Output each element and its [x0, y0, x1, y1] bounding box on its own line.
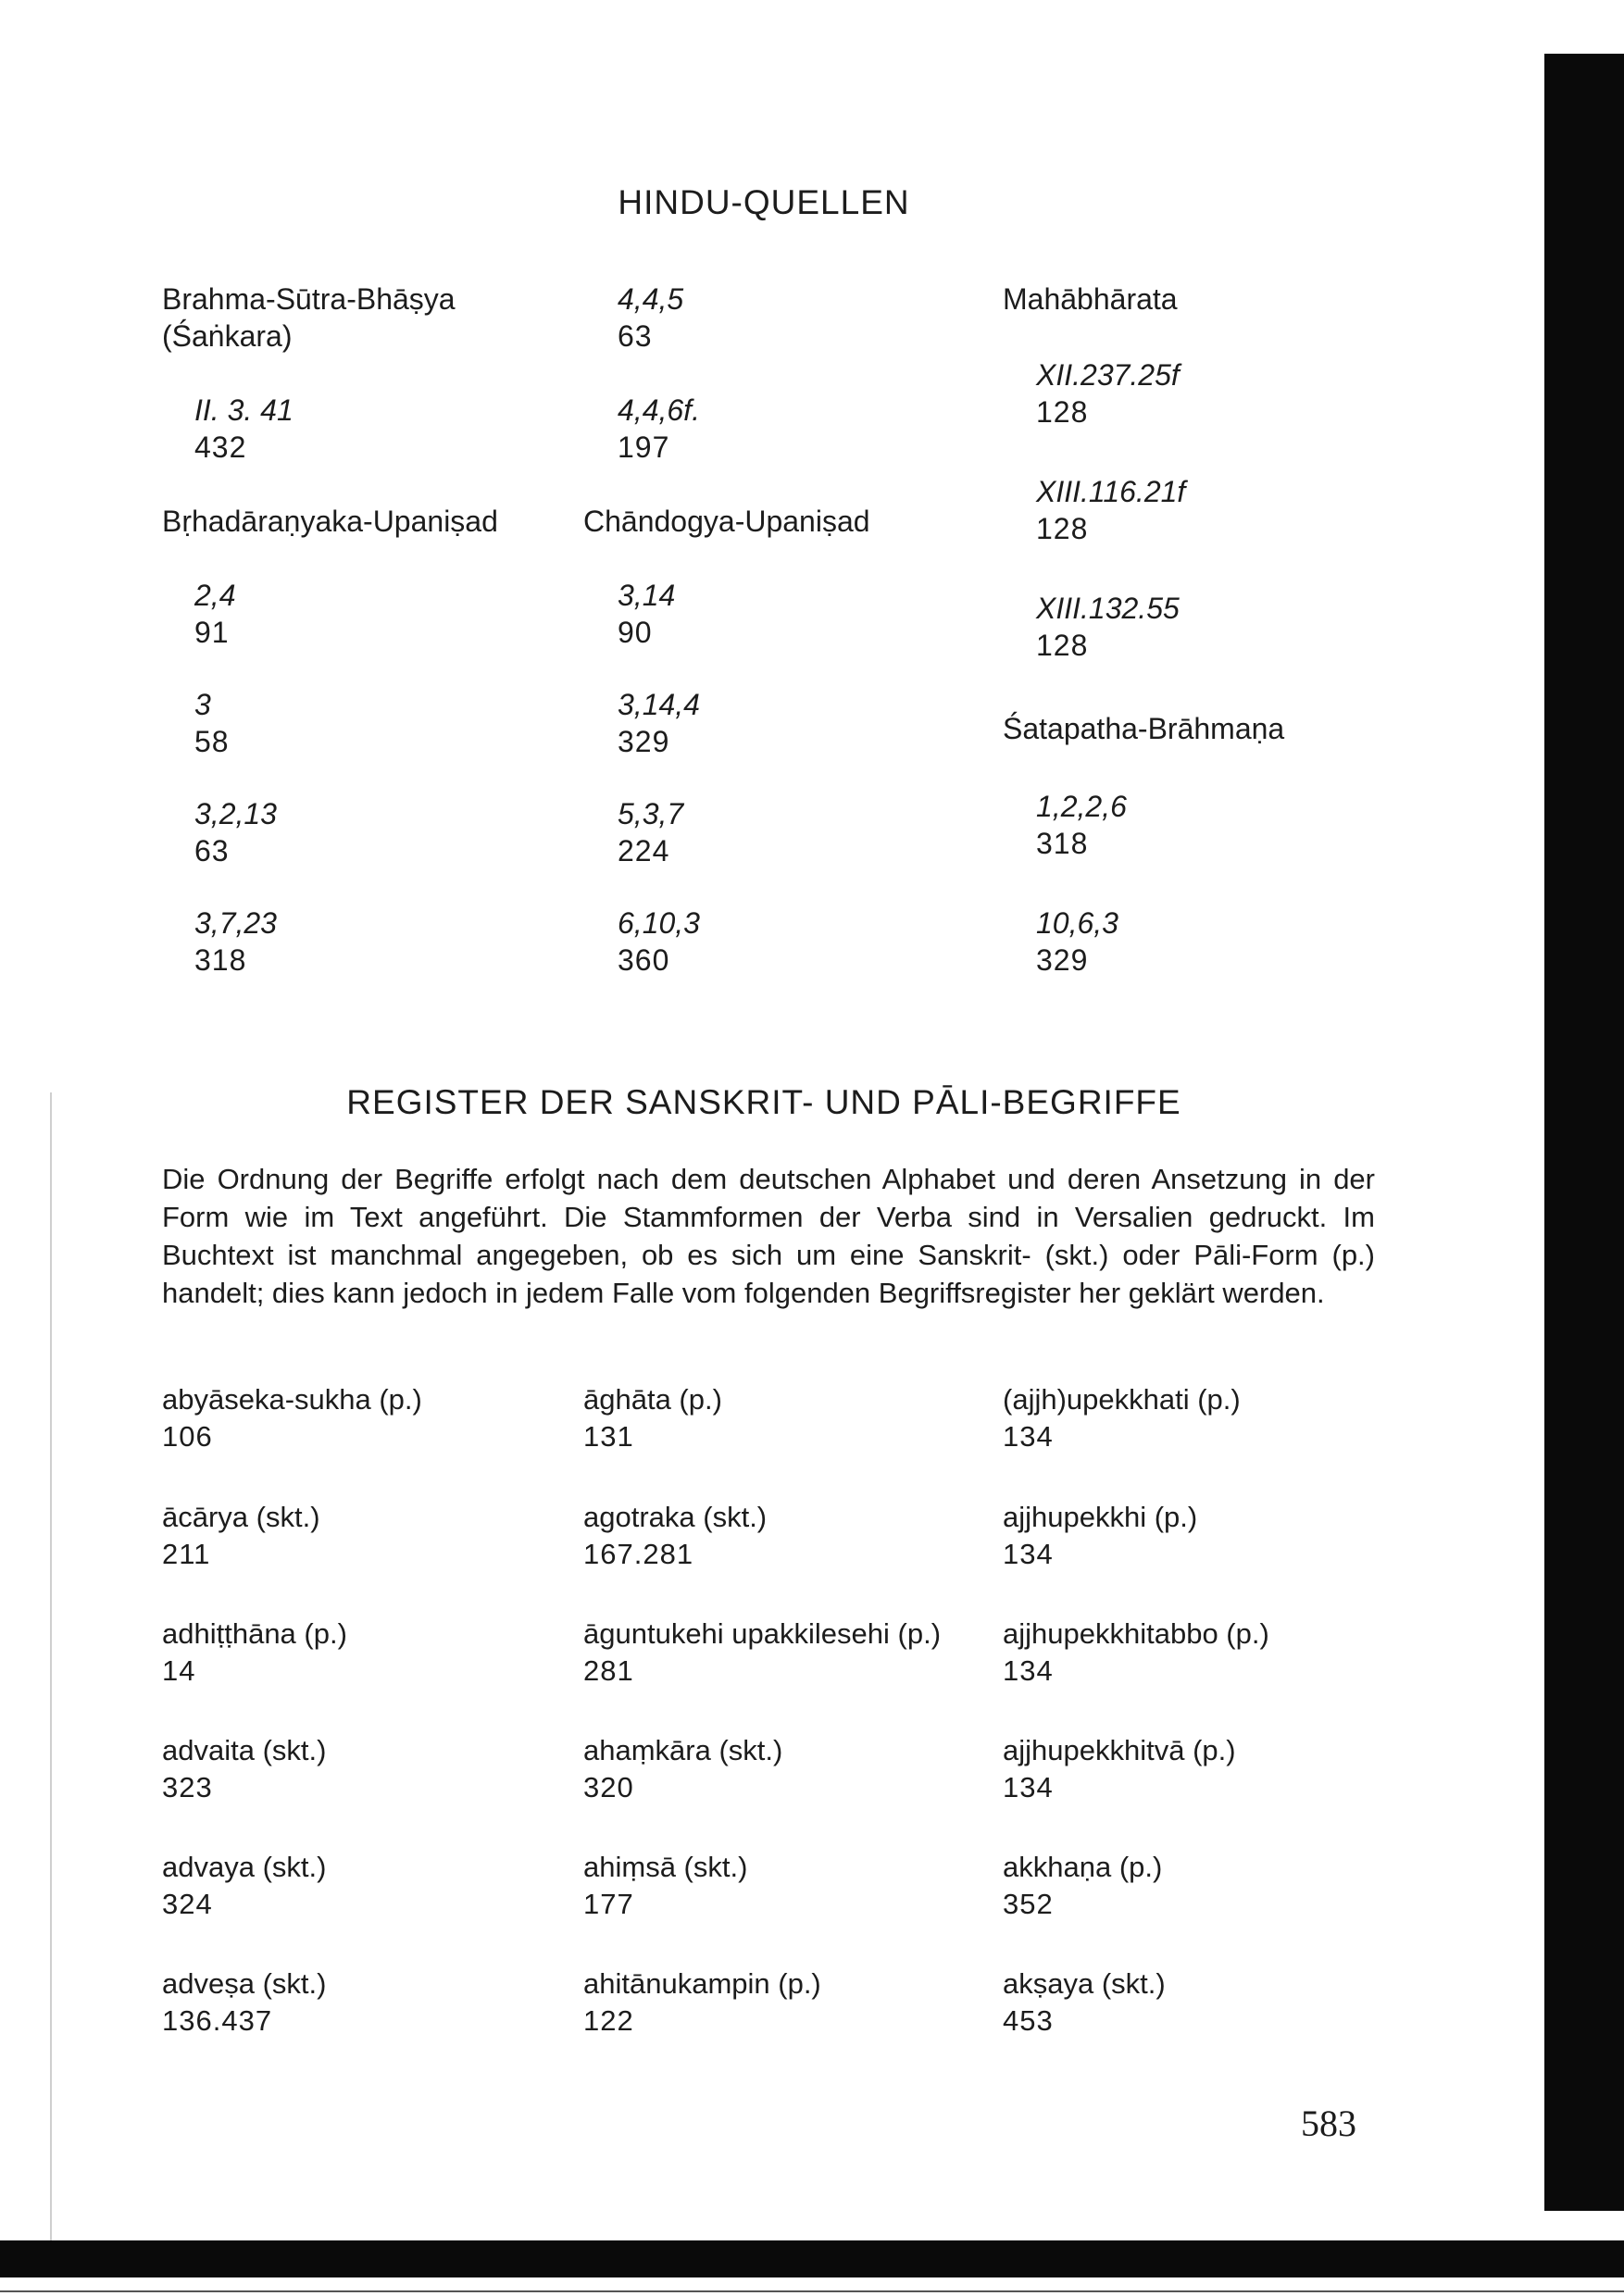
source-title-mahabharata: Mahābhārata: [1003, 282, 1178, 316]
citation-item: [618, 686, 700, 760]
register-entry: [583, 1381, 722, 1455]
citation-item: [618, 905, 700, 979]
citation-ref: 1,2,2,6: [1036, 790, 1127, 823]
citation-ref: 6,10,3: [618, 906, 700, 940]
register-page: 106: [162, 1420, 213, 1453]
citation-ref: 2,4: [194, 579, 236, 612]
citation-ref: 4,4,5: [618, 282, 684, 316]
hindu-column-2: [583, 281, 991, 984]
citation-page: 360: [618, 943, 670, 977]
source-title-chandogya: Chāndogya-Upaniṣad: [583, 505, 870, 538]
citation-ref: XIII.116.21f: [1036, 475, 1186, 508]
page-number: 583: [1301, 2103, 1356, 2144]
register-page: 320: [583, 1771, 634, 1803]
register-page: 134: [1003, 1420, 1054, 1453]
register-term: āghāta (p.): [583, 1383, 722, 1416]
citation-page: 329: [618, 725, 670, 758]
register-page: 167.281: [583, 1538, 694, 1570]
register-term: ahitānukampin (p.): [583, 1967, 821, 2000]
register-term: ajjhupekkhi (p.): [1003, 1501, 1198, 1533]
hindu-column-1: [162, 281, 569, 984]
citation-page: 318: [1036, 827, 1089, 860]
citation-ref: 3: [194, 688, 211, 721]
register-term: āguntukehi upakkilesehi (p.): [583, 1617, 942, 1650]
citation-item: [194, 686, 230, 760]
register-intro-paragraph: Die Ordnung der Begriffe erfolgt nach dem deutschen Alphabet und deren Ansetzung in der Form wie im Text angeführt. Die Stammformen der Verba sind in Versalien gedruckt. Im Buchtext ist manchmal angegeben, ob es sich um eine Sanskrit- (skt.) oder Pāli-Form (p.) handelt; dies kann jedoch in jedem Falle vom folgenden Begriffsregister her geklärt werden.: [162, 1163, 1375, 1309]
scan-edge-line: [0, 2290, 1624, 2292]
register-entry: [1003, 1849, 1162, 1923]
register-entry: [1003, 1732, 1236, 1806]
register-page: 323: [162, 1771, 213, 1803]
register-term: akkhaṇa (p.): [1003, 1851, 1163, 1883]
citation-page: 63: [618, 319, 653, 353]
citation-item: [618, 392, 700, 466]
register-entry: [162, 1499, 320, 1573]
register-entry: [583, 1732, 782, 1806]
register-term: ācārya (skt.): [162, 1501, 320, 1533]
citation-item: [194, 905, 277, 979]
register-entry: [162, 1616, 347, 1690]
citation-ref: XII.237.25f: [1036, 358, 1180, 392]
citation-ref: 3,7,23: [194, 906, 277, 940]
citation-ref: XIII.132.55: [1036, 592, 1180, 625]
citation-ref: 10,6,3: [1036, 906, 1118, 940]
source-subtitle-sankara: (Śaṅkara): [162, 319, 293, 353]
register-entry: [583, 1616, 941, 1690]
citation-page: 63: [194, 834, 230, 867]
citation-ref: 3,2,13: [194, 797, 277, 830]
register-entry: [1003, 1965, 1166, 2040]
register-term: ajjhupekkhitvā (p.): [1003, 1734, 1236, 1766]
citation-item: [194, 392, 294, 466]
register-page: 122: [583, 2004, 634, 2037]
register-page: 134: [1003, 1538, 1054, 1570]
register-term: ahaṃkāra (skt.): [583, 1734, 783, 1766]
register-term: adveṣa (skt.): [162, 1967, 327, 2000]
scan-edge-bottom: [0, 2240, 1624, 2277]
citation-page: 91: [194, 616, 230, 649]
register-page: 281: [583, 1654, 634, 1687]
register-entry: [162, 1381, 422, 1455]
citation-page: 329: [1036, 943, 1089, 977]
citation-item: [618, 795, 683, 869]
citation-item: [1036, 788, 1127, 862]
section-title-hindu-sources: HINDU-QUELLEN: [618, 183, 910, 221]
citation-page: 128: [1036, 629, 1089, 662]
section-title-register: REGISTER DER SANSKRIT- UND PĀLI-BEGRIFFE: [346, 1083, 1181, 1121]
citation-page: 318: [194, 943, 247, 977]
scan-edge-right: [1544, 54, 1624, 2211]
citation-item: [1036, 473, 1185, 547]
citation-item: [1036, 356, 1180, 430]
source-title-brhadaranyaka: Bṛhadāraṇyaka-Upaniṣad: [162, 505, 498, 538]
register-page: 134: [1003, 1654, 1054, 1687]
citation-page: 197: [618, 430, 670, 464]
register-page: 352: [1003, 1888, 1054, 1920]
citation-ref: 3,14: [618, 579, 676, 612]
citation-page: 58: [194, 725, 230, 758]
register-term: akṣaya (skt.): [1003, 1967, 1166, 2000]
register-page: 211: [162, 1538, 211, 1570]
register-entry: [162, 1732, 326, 1806]
citation-item: [618, 577, 675, 651]
register-entry: [1003, 1499, 1197, 1573]
citation-page: 90: [618, 616, 653, 649]
register-term: agotraka (skt.): [583, 1501, 768, 1533]
citation-page: 128: [1036, 512, 1089, 545]
citation-item: [1036, 905, 1118, 979]
citation-page: 224: [618, 834, 670, 867]
source-title-brahma-sutra: Brahma-Sūtra-Bhāṣya: [162, 282, 456, 316]
hindu-column-3: [1003, 281, 1410, 984]
citation-ref: II. 3. 41: [194, 393, 294, 427]
register-entry: [583, 1499, 767, 1573]
register-term: adhiṭṭhāna (p.): [162, 1617, 347, 1650]
register-entry: [162, 1849, 326, 1923]
citation-item: [194, 795, 277, 869]
register-term: advaita (skt.): [162, 1734, 327, 1766]
register-entry: [1003, 1616, 1269, 1690]
register-page: 177: [583, 1888, 634, 1920]
citation-ref: 5,3,7: [618, 797, 684, 830]
register-entry: [1003, 1381, 1241, 1455]
citation-item: [1036, 590, 1180, 664]
page-gutter-shadow: [50, 1092, 52, 2240]
citation-item: [618, 281, 683, 355]
register-page: 14: [162, 1654, 196, 1687]
register-entry: [162, 1965, 326, 2040]
register-term: advaya (skt.): [162, 1851, 327, 1883]
citation-ref: 3,14,4: [618, 688, 700, 721]
citation-page: 432: [194, 430, 247, 464]
register-page: 131: [583, 1420, 634, 1453]
register-entry: [583, 1965, 821, 2040]
citation-ref: 4,4,6f.: [618, 393, 700, 427]
register-term: abyāseka-sukha (p.): [162, 1383, 422, 1416]
citation-page: 128: [1036, 395, 1089, 429]
register-term: (ajjh)upekkhati (p.): [1003, 1383, 1241, 1416]
register-term: ahiṃsā (skt.): [583, 1851, 748, 1883]
register-page: 134: [1003, 1771, 1054, 1803]
register-page: 324: [162, 1888, 213, 1920]
citation-item: [194, 577, 235, 651]
register-page: 136.437: [162, 2004, 273, 2037]
register-entry: [583, 1849, 747, 1923]
source-title-satapatha: Śatapatha-Brāhmaṇa: [1003, 712, 1285, 745]
register-page: 453: [1003, 2004, 1054, 2037]
register-term: ajjhupekkhitabbo (p.): [1003, 1617, 1269, 1650]
